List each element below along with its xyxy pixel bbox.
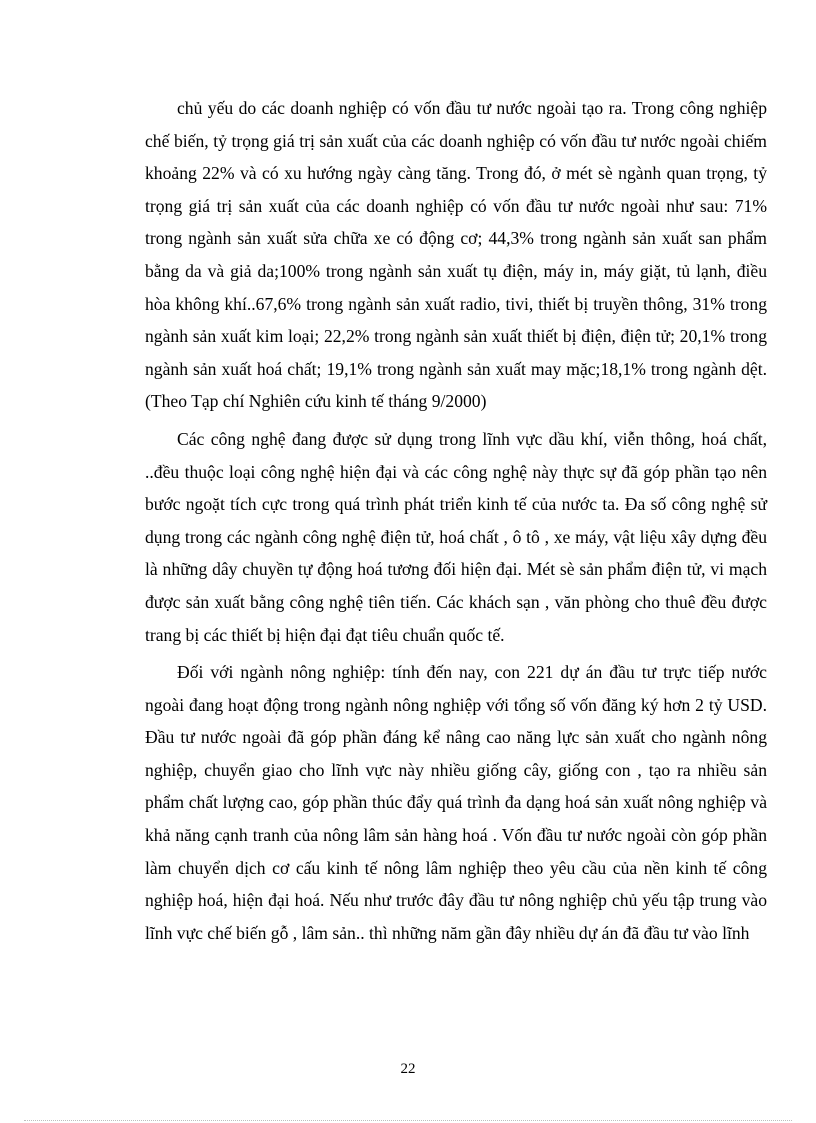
paragraph-technology: Các công nghệ đang được sử dụng trong lĩnh vực dầu khí, viễn thông, hoá chất, ..đều thuộc loại công nghệ hiện đại và các công nghệ này thực sự đã góp phần tạo nên bước ngoặt tích cực trong quá trình phát triển kinh tế của nước ta. Đa số công nghệ sử dụng trong các ngành công nghệ điện tử, hoá chất , ô tô , xe máy, vật liệu xây dựng đều là những dây chuyền tự động hoá tương đối hiện đại. Mét sè sản phẩm điện tử, vi mạch được sản xuất bằng công nghệ tiên tiến. Các khách sạn , văn phòng cho thuê đều được trang bị các thiết bị hiện đại đạt tiêu chuẩn quốc tế. bbox=[145, 428, 767, 645]
page-number: 22 bbox=[400, 1061, 416, 1077]
paragraph-agriculture: Đối với ngành nông nghiệp: tính đến nay, con 221 dự án đầu tư trực tiếp nước ngoài đang hoạt động trong ngành nông nghiệp với tổng số vốn đăng ký hơn 2 tỷ USD. Đầu tư nước ngoài đã góp phần đáng kể nâng cao năng lực sản xuất cho ngành nông nghiệp, chuyển giao cho lĩnh vực này nhiều giống cây, giống con , tạo ra nhiều sản phẩm chất lượng cao, góp phần thúc đẩy quá trình đa dạng hoá sản xuất nông nghiệp và khả năng cạnh tranh của nông lâm sản hàng hoá . Vốn đầu tư nước ngoài còn góp phần làm chuyển dịch cơ cấu kinh tế nông lâm nghiệp theo yêu cầu của nền kinh tế công nghiệp hoá, hiện đại hoá. Nếu như trước đây đầu tư nông nghiệp chủ yếu tập trung vào lĩnh vực chế biến gỗ , lâm sản.. thì những năm gần đây nhiều dự án đã đầu tư vào lĩnh bbox=[145, 662, 767, 943]
body-text bbox=[145, 92, 767, 954]
footer-divider bbox=[24, 1120, 792, 1121]
paragraph-continued: chủ yếu do các doanh nghiệp có vốn đầu tư nước ngoài tạo ra. Trong công nghiệp chế biến, tỷ trọng giá trị sản xuất của các doanh nghiệp có vốn đầu tư nước ngoài chiếm khoảng 22% và có xu hướng ngày càng tăng. Trong đó, ở mét sè ngành quan trọng, tỷ trọng giá trị sản xuất của các doanh nghiệp có vốn đầu tư nước ngoài như sau: 71% trong ngành sản xuất sửa chữa xe có động cơ; 44,3% trong ngành sản xuất san phẩm bằng da và giả da;100% trong ngành sản xuất tụ điện, máy in, máy giặt, tủ lạnh, điều hòa không khí..67,6% trong ngành sản xuất radio, tivi, thiết bị truyền thông, 31% trong ngành sản xuất kim loại; 22,2% trong ngành sản xuất thiết bị điện, điện tử; 20,1% trong ngành sản xuất hoá chất; 19,1% trong ngành sản xuất may mặc;18,1% trong ngành dệt. (Theo Tạp chí Nghiên cứu kinh tế tháng 9/2000) bbox=[145, 98, 767, 412]
